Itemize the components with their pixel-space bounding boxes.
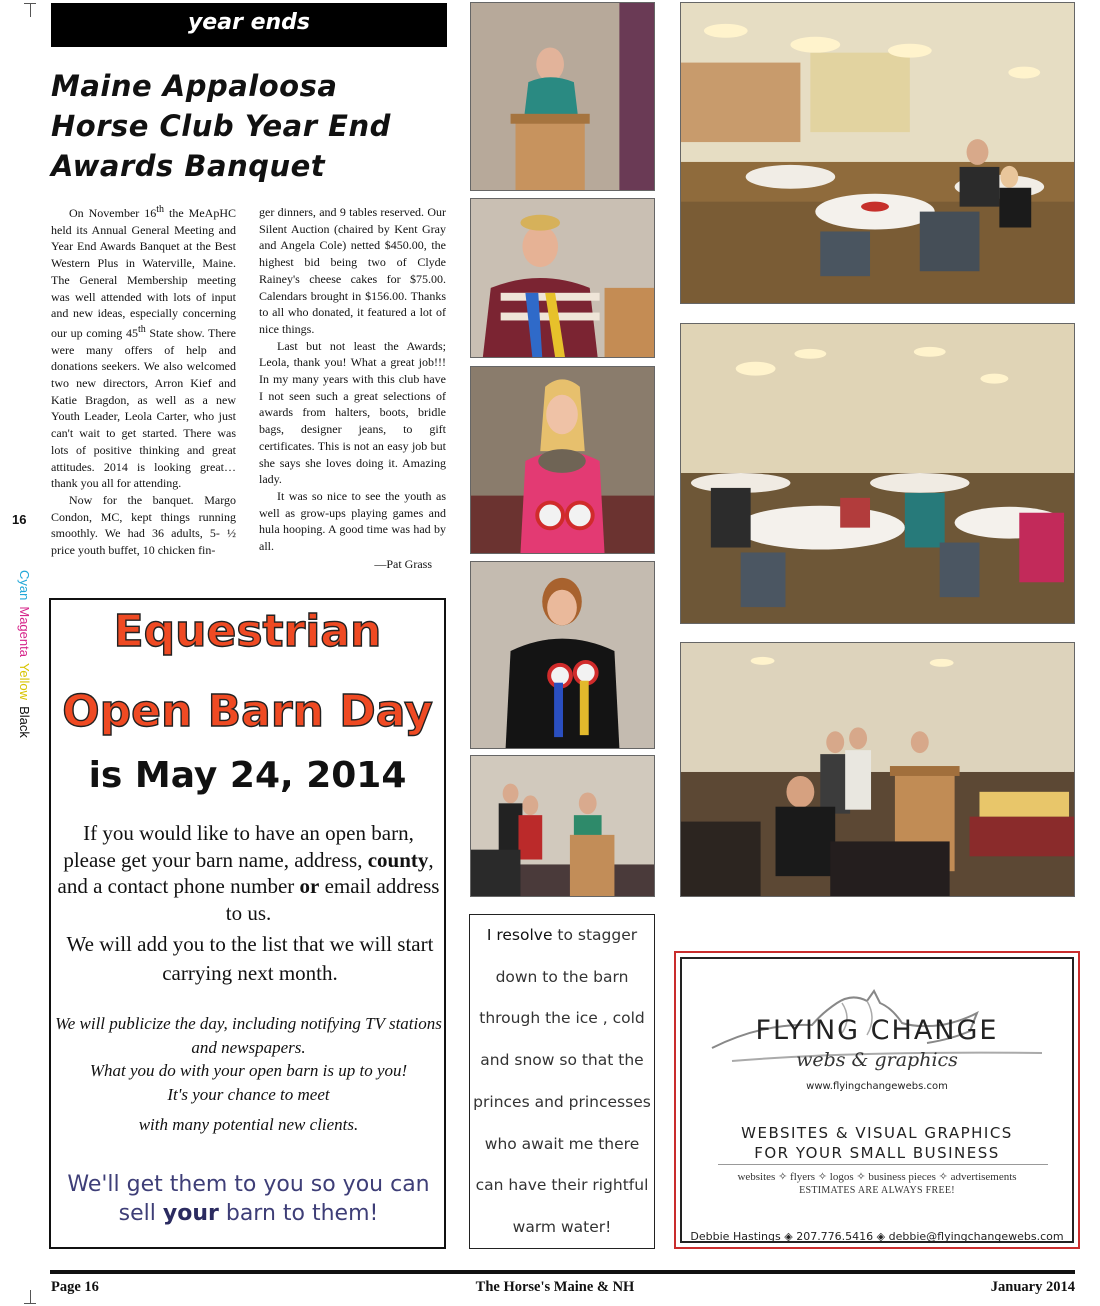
article-signature: —Pat Grass	[374, 556, 432, 571]
ad-publicity-note: We will publicize the day, including notifying TV stations and newspapers. What you do with your open barn is up to you! It's your chance to meet with many potential new clients.	[55, 1014, 442, 1134]
ad-title-equestrian: Equestrian	[113, 606, 382, 657]
ad-date: is May 24, 2014	[88, 755, 407, 796]
article-column-2	[259, 204, 446, 572]
ad-list-note: We will add you to the list that we will start carrying next month.	[66, 932, 434, 985]
crop-mark-bottom-h	[24, 1303, 36, 1304]
section-banner: year ends	[51, 3, 447, 47]
crop-mark-top-h	[24, 3, 36, 4]
headline-line-2: Horse Club Year End	[51, 109, 391, 143]
article-paragraph: Now for the banquet. Margo Condon, MC, kept things running smoothly. We had 36 adults, 5- ½ price youth buffet, 10 chicken fin-	[51, 492, 236, 558]
photo-banquet-hall-3	[680, 642, 1075, 897]
cmyk-black: Black	[17, 706, 32, 738]
article-paragraph: On November 16th the MeApHC held its Annual General Meeting and Year End Awards Banquet at the Best Western Plus in Waterville, Maine. The General Membership meeting was well attended with lots of input and new ideas, especially concerning our up coming 45th State show. There were many offers of help and donations seekers. We also welcomed two new directors, Arron Kief and Katie Bragdon, as well as a new Youth Leader, Leola Carter, who just can't wait to get started. There was lots of positive thinking and great attitudes. 2014 is looking great… thank you all for attending.	[51, 204, 237, 491]
cmyk-registration	[6, 570, 42, 770]
photo-banquet-hall-1	[680, 2, 1075, 304]
headline-line-3: Awards Banquet	[51, 149, 326, 183]
flying-change-services: websites ✧ flyers ✧ logos ✧ business pieces ✧ advertisements	[737, 1171, 1017, 1183]
headline-line-1: Maine Appaloosa	[51, 69, 338, 103]
article-paragraph: It was so nice to see the youth as well as grow-ups playing games and hula hooping. A good time was had by all.	[259, 488, 446, 554]
footer-page-number: Page 16	[51, 1279, 99, 1295]
photo-man-with-ribbons	[470, 198, 655, 358]
flying-change-title: FLYING CHANGE	[755, 1015, 999, 1046]
article-column-1	[51, 202, 236, 559]
ad-closing-line: We'll get them to you so you can sell your barn to them!	[67, 1172, 430, 1226]
footer-rule	[50, 1270, 1075, 1274]
photo-woman-with-ribbons	[470, 561, 655, 749]
article-headline	[51, 66, 451, 186]
cmyk-yellow: Yellow	[17, 662, 32, 701]
ad-instructions: If you would like to have an open barn, please get your barn name, address, county, and a contact phone number or email address to us.	[57, 821, 440, 925]
footer-publication: The Horse's Maine & NH	[475, 1279, 635, 1295]
flying-change-tagline: WEBSITES & VISUAL GRAPHICS FOR YOUR SMALL BUSINESS	[741, 1124, 1013, 1162]
crop-mark-bottom	[30, 1290, 31, 1304]
footer-date: January 2014	[990, 1279, 1075, 1295]
photo-girl-with-ribbons	[470, 366, 655, 554]
photo-podium-group	[470, 755, 655, 897]
flying-change-contact: Debbie Hastings ◈ 207.776.5416 ◈ debbie@flyingchangewebs.com	[690, 1230, 1064, 1243]
side-page-number: 16	[12, 512, 27, 527]
open-barn-day-ad	[49, 598, 446, 1249]
photo-speaker-podium	[470, 2, 655, 191]
article-paragraph: ger dinners, and 9 tables reserved. Our Silent Auction (chaired by Kent Gray and Angela Cole) netted $450.00, the highest bid being two of Clyde Rainey's cheese cakes for $75.00. Calendars brought in $156.00. Thanks to all who donated, it featured a lot of nice things.	[259, 205, 446, 336]
article-paragraph: Last but not least the Awards; Leola, thank you! What a great job!!! In my many years with this club have I not seen such a great selections of awards from halters, boots, bridle bags, designer jeans, to gift certificates. This is not an easy job but she says she loves doing it. Amazing lady.	[259, 338, 446, 487]
cmyk-cyan: Cyan	[17, 570, 32, 601]
flying-change-estimates: ESTIMATES ARE ALWAYS FREE!	[799, 1185, 955, 1196]
flying-change-subtitle: webs & graphics	[796, 1049, 958, 1071]
cmyk-magenta: Magenta	[17, 606, 32, 657]
photo-banquet-hall-2	[680, 323, 1075, 624]
crop-mark-top	[30, 3, 31, 17]
flying-change-ad	[680, 957, 1074, 1243]
divider	[718, 1164, 1048, 1165]
resolution-box: I resolve to stagger down to the barn through the ice , cold and snow so that the princes and princesses who await me there can have their rightful warm water!	[469, 914, 655, 1249]
flying-change-url: www.flyingchangewebs.com	[806, 1081, 948, 1092]
ad-title-open-barn-day: Open Barn Day	[62, 686, 433, 737]
